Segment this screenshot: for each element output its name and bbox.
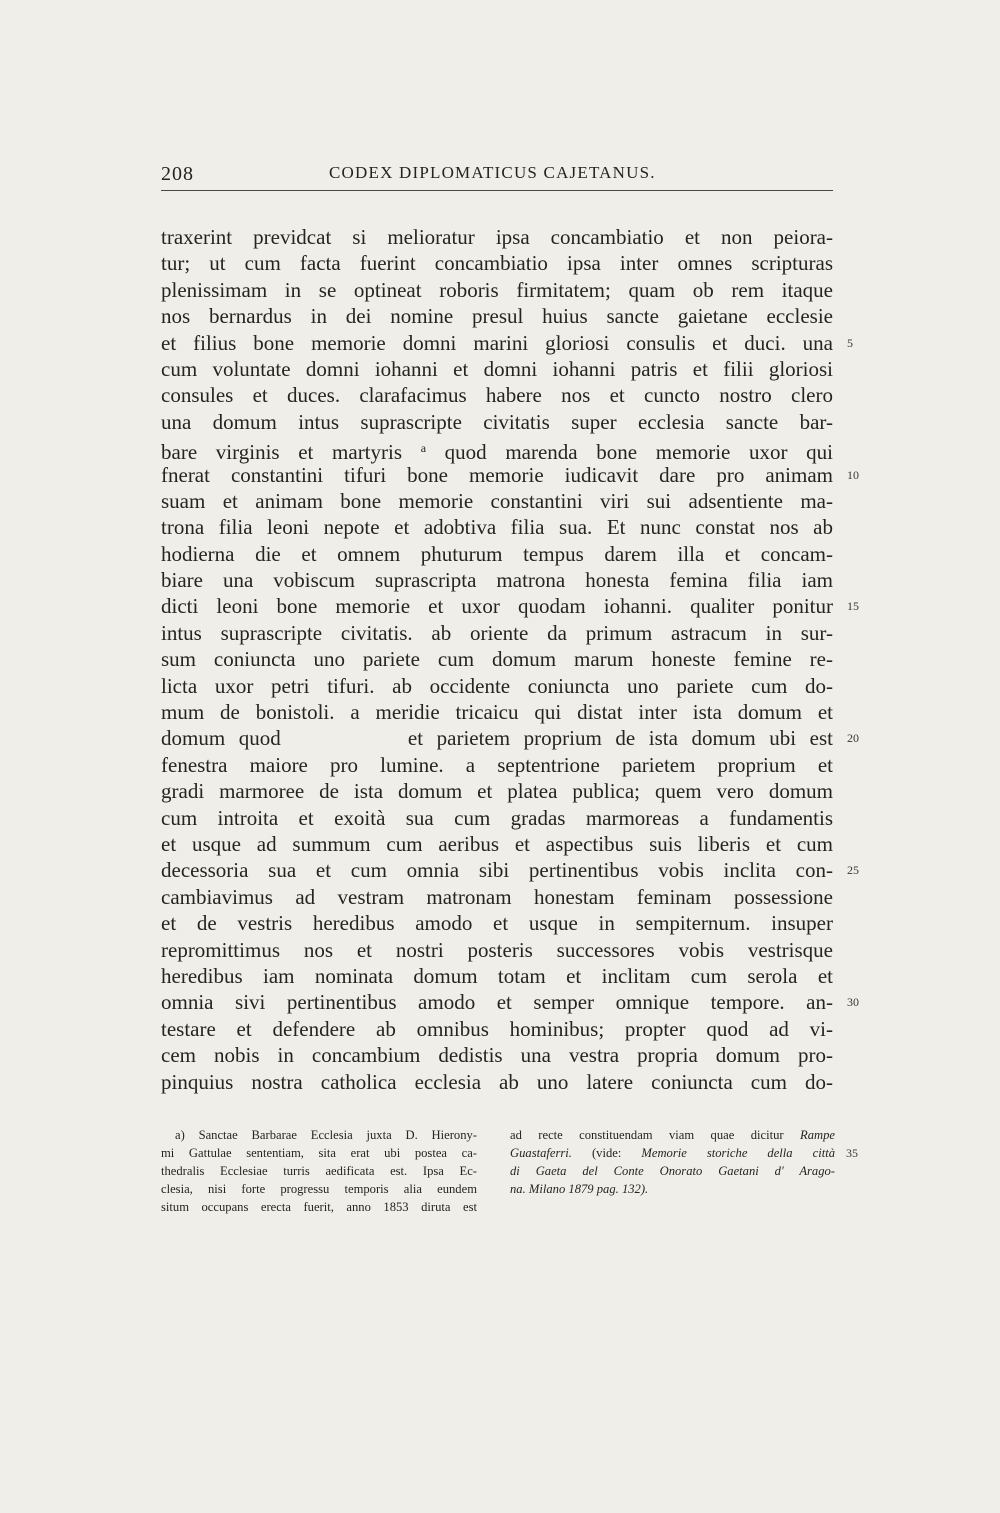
header-rule	[161, 190, 833, 191]
margin-line-number: 5	[847, 335, 853, 350]
page-header	[161, 160, 833, 190]
text-line: consules et duces. clarafacimus habere nos et cuncto nostro clero	[161, 383, 833, 408]
footnote-italic: Memorie storiche della città	[641, 1146, 835, 1160]
text-line-content: omnia sivi pertinentibus amodo et semper omnique tempore. an-	[161, 990, 833, 1015]
text-line	[161, 330, 853, 356]
footnote-line: mi Gattulae sententiam, sita erat ubi postea ca-	[161, 1146, 477, 1160]
text-line-content: bare virginis et martyris	[161, 440, 403, 465]
margin-line-number: 25	[847, 863, 859, 878]
text-line	[161, 462, 859, 488]
text-line: gradi marmoree de ista domum et platea publica; quem vero domum	[161, 779, 833, 804]
margin-line-number: 20	[847, 731, 859, 746]
text-line: repromittimus nos et nostri posteris successores vobis vestrisque	[161, 937, 833, 962]
footnote-line: a) Sanctae Barbarae Ecclesia juxta D. Hierony-	[175, 1128, 477, 1142]
footnote-italic: na. Milano 1879 pag. 132).	[510, 1182, 649, 1196]
text-line: sum coniuncta uno pariete cum domum marum honeste femine re-	[161, 647, 833, 672]
text-line	[161, 435, 834, 465]
text-line: et de vestris heredibus amodo et usque in sempiternum. insuper	[161, 911, 833, 936]
text-line-content: et filius bone memorie domni marini gloriosi consulis et duci. una	[161, 330, 833, 355]
footnote-italic: Guastaferri.	[510, 1146, 572, 1160]
footnote-line: situm occupans erecta fuerit, anno 1853 diruta est	[161, 1200, 477, 1214]
text-line-content: quod marenda bone memorie uxor qui	[444, 440, 834, 465]
text-line: suam et animam bone memorie constantini viri sui adsentiente ma-	[161, 488, 833, 513]
text-line-content: dicti leoni bone memorie et uxor quodam iohanni. qualiter ponitur	[161, 594, 833, 619]
text-line: plenissimam in se optineat roboris firmitatem; quam ob rem itaque	[161, 277, 833, 302]
text-line	[161, 593, 859, 619]
footnote-column-right	[510, 1126, 835, 1198]
text-line: cem nobis in concambium dedistis una vestra propria domum pro-	[161, 1043, 833, 1068]
text-line: nos bernardus in dei nomine presul huius sancte gaietane ecclesie	[161, 304, 833, 329]
text-line: licta uxor petri tifuri. ab occidente coniuncta uno pariete cum do-	[161, 673, 833, 698]
page-number: 208	[161, 163, 194, 185]
text-line-content: et parietem proprium de ista domum ubi est	[407, 726, 834, 751]
margin-line-number: 30	[847, 995, 859, 1010]
footnote-text: ad recte constituendam viam quae dicitur	[510, 1128, 784, 1142]
footnote-line	[510, 1162, 835, 1180]
footnotes	[161, 1126, 833, 1226]
text-line: hodierna die et omnem phuturum tempus darem illa et concam-	[161, 541, 833, 566]
text-line: una domum intus suprascripte civitatis super ecclesia sancte bar-	[161, 409, 833, 434]
text-line: cambiavimus ad vestram matronam honestam feminam possessione	[161, 884, 833, 909]
footnote-line	[510, 1144, 835, 1162]
text-line: cum introita et exoità sua cum gradas marmoreas a fundamentis	[161, 805, 833, 830]
text-line: mum de bonistoli. a meridie tricaicu qui distat inter ista domum et	[161, 700, 833, 725]
text-line	[161, 989, 859, 1015]
footnote-column-left	[161, 1126, 477, 1216]
running-title: CODEX DIPLOMATICUS CAJETANUS.	[329, 163, 656, 182]
footnote-line	[510, 1126, 835, 1144]
footnote-reference: a	[420, 441, 427, 456]
text-line: heredibus iam nominata domum totam et inclitam cum serola et	[161, 963, 833, 988]
text-line: intus suprascripte civitatis. ab oriente da primum astracum in sur-	[161, 620, 833, 645]
text-line: traxerint previdcat si melioratur ipsa concambiatio et non peiora-	[161, 225, 833, 249]
text-line: trona filia leoni nepote et adobtiva filia sua. Et nunc constat nos ab	[161, 515, 833, 540]
footnote-italic: Rampe	[800, 1128, 835, 1142]
margin-line-number: 10	[847, 467, 859, 482]
text-line: tur; ut cum facta fuerint concambiatio ipsa inter omnes scripturas	[161, 251, 833, 276]
text-line: pinquius nostra catholica ecclesia ab uno latere coniuncta cum do-	[161, 1069, 833, 1094]
text-line: cum voluntate domni iohanni et domni iohanni patris et filii gloriosi	[161, 356, 833, 381]
footnote-line: clesia, nisi forte progressu temporis alia eundem	[161, 1182, 477, 1196]
text-line: fenestra maiore pro lumine. a septentrione parietem proprium et	[161, 752, 833, 777]
text-line-content: decessoria sua et cum omnia sibi pertinentibus vobis inclita con-	[161, 858, 833, 883]
footnote-line	[510, 1180, 835, 1198]
margin-line-number: 35	[846, 1146, 858, 1160]
footnote-italic: di Gaeta del Conte Onorato Gaetani d' Arago-	[510, 1164, 835, 1178]
text-line-content: domum quod	[161, 726, 281, 751]
text-line: et usque ad summum cum aeribus et aspectibus suis liberis et cum	[161, 831, 833, 856]
text-line	[161, 725, 859, 751]
text-line: biare una vobiscum suprascripta matrona honesta femina filia iam	[161, 568, 833, 593]
body-text	[161, 224, 859, 1095]
footnote-text: (vide:	[591, 1146, 622, 1160]
text-line	[161, 857, 859, 883]
footnote-line: thedralis Ecclesiae turris aedificata est. Ipsa Ec-	[161, 1164, 477, 1178]
margin-line-number: 15	[847, 599, 859, 614]
text-line-content: fnerat constantini tifuri bone memorie iudicavit dare pro animam	[161, 462, 833, 487]
text-line: testare et defendere ab omnibus hominibus; propter quod ad vi-	[161, 1016, 833, 1041]
